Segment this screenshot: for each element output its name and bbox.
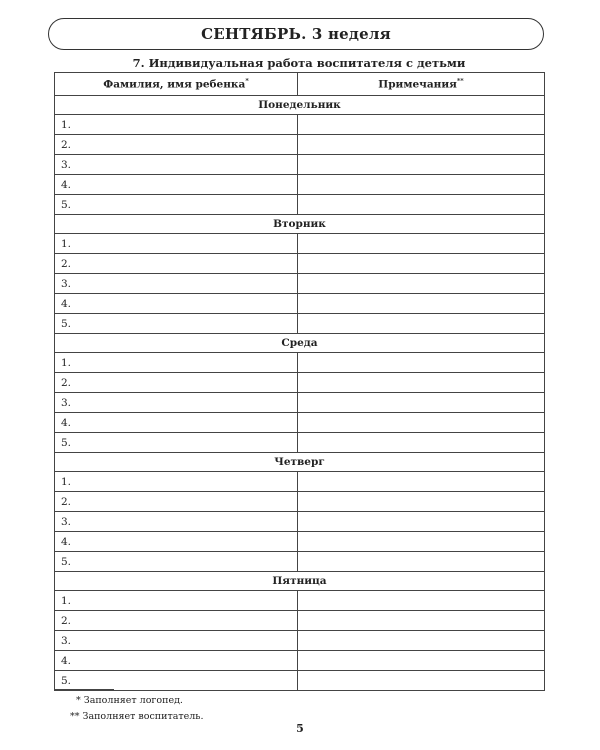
- day-label: Понедельник: [55, 96, 545, 115]
- header-box: [48, 18, 544, 50]
- notes-cell[interactable]: [298, 552, 545, 572]
- child-name-cell[interactable]: 4.: [55, 413, 298, 433]
- table-row: [55, 175, 545, 195]
- day-label: Пятница: [55, 572, 545, 591]
- table-header-row: [55, 73, 545, 96]
- table-row: [55, 413, 545, 433]
- notes-cell[interactable]: [298, 353, 545, 373]
- table-row: [55, 631, 545, 651]
- table-body: [55, 96, 545, 691]
- child-name-cell[interactable]: 5.: [55, 195, 298, 215]
- child-name-cell[interactable]: 1.: [55, 591, 298, 611]
- child-name-cell[interactable]: 5.: [55, 552, 298, 572]
- footnote-speech-therapist: * Заполняет логопед.: [76, 695, 183, 706]
- notes-cell[interactable]: [298, 611, 545, 631]
- child-name-cell[interactable]: 4.: [55, 651, 298, 671]
- table-row: [55, 611, 545, 631]
- child-name-cell[interactable]: 1.: [55, 353, 298, 373]
- table-row: [55, 373, 545, 393]
- notes-cell[interactable]: [298, 115, 545, 135]
- table-row: [55, 433, 545, 453]
- day-label: Четверг: [55, 453, 545, 472]
- child-name-cell[interactable]: 3.: [55, 155, 298, 175]
- day-header-row: [55, 96, 545, 115]
- table-row: [55, 353, 545, 373]
- table-row: [55, 472, 545, 492]
- notes-cell[interactable]: [298, 433, 545, 453]
- table-row: [55, 671, 545, 691]
- table-row: [55, 532, 545, 552]
- work-table: [54, 72, 545, 691]
- notes-cell[interactable]: [298, 532, 545, 552]
- child-name-cell[interactable]: 2.: [55, 492, 298, 512]
- table-row: [55, 254, 545, 274]
- notes-cell[interactable]: [298, 254, 545, 274]
- child-name-cell[interactable]: 4.: [55, 532, 298, 552]
- table-row: [55, 591, 545, 611]
- child-name-cell[interactable]: 2.: [55, 254, 298, 274]
- notes-cell[interactable]: [298, 373, 545, 393]
- notes-cell[interactable]: [298, 274, 545, 294]
- child-name-cell[interactable]: 2.: [55, 611, 298, 631]
- notes-cell[interactable]: [298, 671, 545, 691]
- notes-cell[interactable]: [298, 631, 545, 651]
- child-name-cell[interactable]: 5.: [55, 314, 298, 334]
- table-row: [55, 651, 545, 671]
- child-name-cell[interactable]: 2.: [55, 135, 298, 155]
- child-name-cell[interactable]: 1.: [55, 234, 298, 254]
- page-number: 5: [296, 722, 304, 735]
- notes-cell[interactable]: [298, 492, 545, 512]
- notes-cell[interactable]: [298, 135, 545, 155]
- section-title: 7. Индивидуальная работа воспитателя с детьми: [132, 56, 466, 70]
- notes-cell[interactable]: [298, 512, 545, 532]
- footnote-divider: [54, 689, 114, 690]
- child-name-cell[interactable]: 3.: [55, 512, 298, 532]
- notes-cell[interactable]: [298, 195, 545, 215]
- footnotes: [54, 693, 204, 725]
- column-header-name: Фамилия, имя ребенка*: [55, 73, 298, 96]
- child-name-cell[interactable]: 3.: [55, 274, 298, 294]
- day-header-row: [55, 334, 545, 353]
- table-row: [55, 135, 545, 155]
- day-header-row: [55, 453, 545, 472]
- notes-cell[interactable]: [298, 591, 545, 611]
- day-header-row: [55, 215, 545, 234]
- notes-cell[interactable]: [298, 175, 545, 195]
- child-name-cell[interactable]: 1.: [55, 472, 298, 492]
- footnote-teacher: ** Заполняет воспитатель.: [70, 711, 204, 722]
- child-name-cell[interactable]: 2.: [55, 373, 298, 393]
- notes-cell[interactable]: [298, 294, 545, 314]
- child-name-cell[interactable]: 1.: [55, 115, 298, 135]
- notes-cell[interactable]: [298, 393, 545, 413]
- child-name-cell[interactable]: 3.: [55, 631, 298, 651]
- day-header-row: [55, 572, 545, 591]
- column-header-notes: Примечания**: [298, 73, 545, 96]
- table-row: [55, 274, 545, 294]
- table-row: [55, 492, 545, 512]
- notes-cell[interactable]: [298, 155, 545, 175]
- day-label: Вторник: [55, 215, 545, 234]
- table-row: [55, 512, 545, 532]
- table-row: [55, 314, 545, 334]
- child-name-cell[interactable]: 3.: [55, 393, 298, 413]
- day-label: Среда: [55, 334, 545, 353]
- notes-cell[interactable]: [298, 413, 545, 433]
- table-row: [55, 115, 545, 135]
- table-row: [55, 393, 545, 413]
- table-row: [55, 155, 545, 175]
- page-title: СЕНТЯБРЬ. 3 неделя: [201, 25, 391, 43]
- child-name-cell[interactable]: 4.: [55, 294, 298, 314]
- notes-cell[interactable]: [298, 651, 545, 671]
- table-row: [55, 234, 545, 254]
- table-row: [55, 294, 545, 314]
- child-name-cell[interactable]: 5.: [55, 433, 298, 453]
- child-name-cell[interactable]: 5.: [55, 671, 298, 691]
- notes-cell[interactable]: [298, 314, 545, 334]
- table-row: [55, 552, 545, 572]
- notes-cell[interactable]: [298, 472, 545, 492]
- child-name-cell[interactable]: 4.: [55, 175, 298, 195]
- table-row: [55, 195, 545, 215]
- notes-cell[interactable]: [298, 234, 545, 254]
